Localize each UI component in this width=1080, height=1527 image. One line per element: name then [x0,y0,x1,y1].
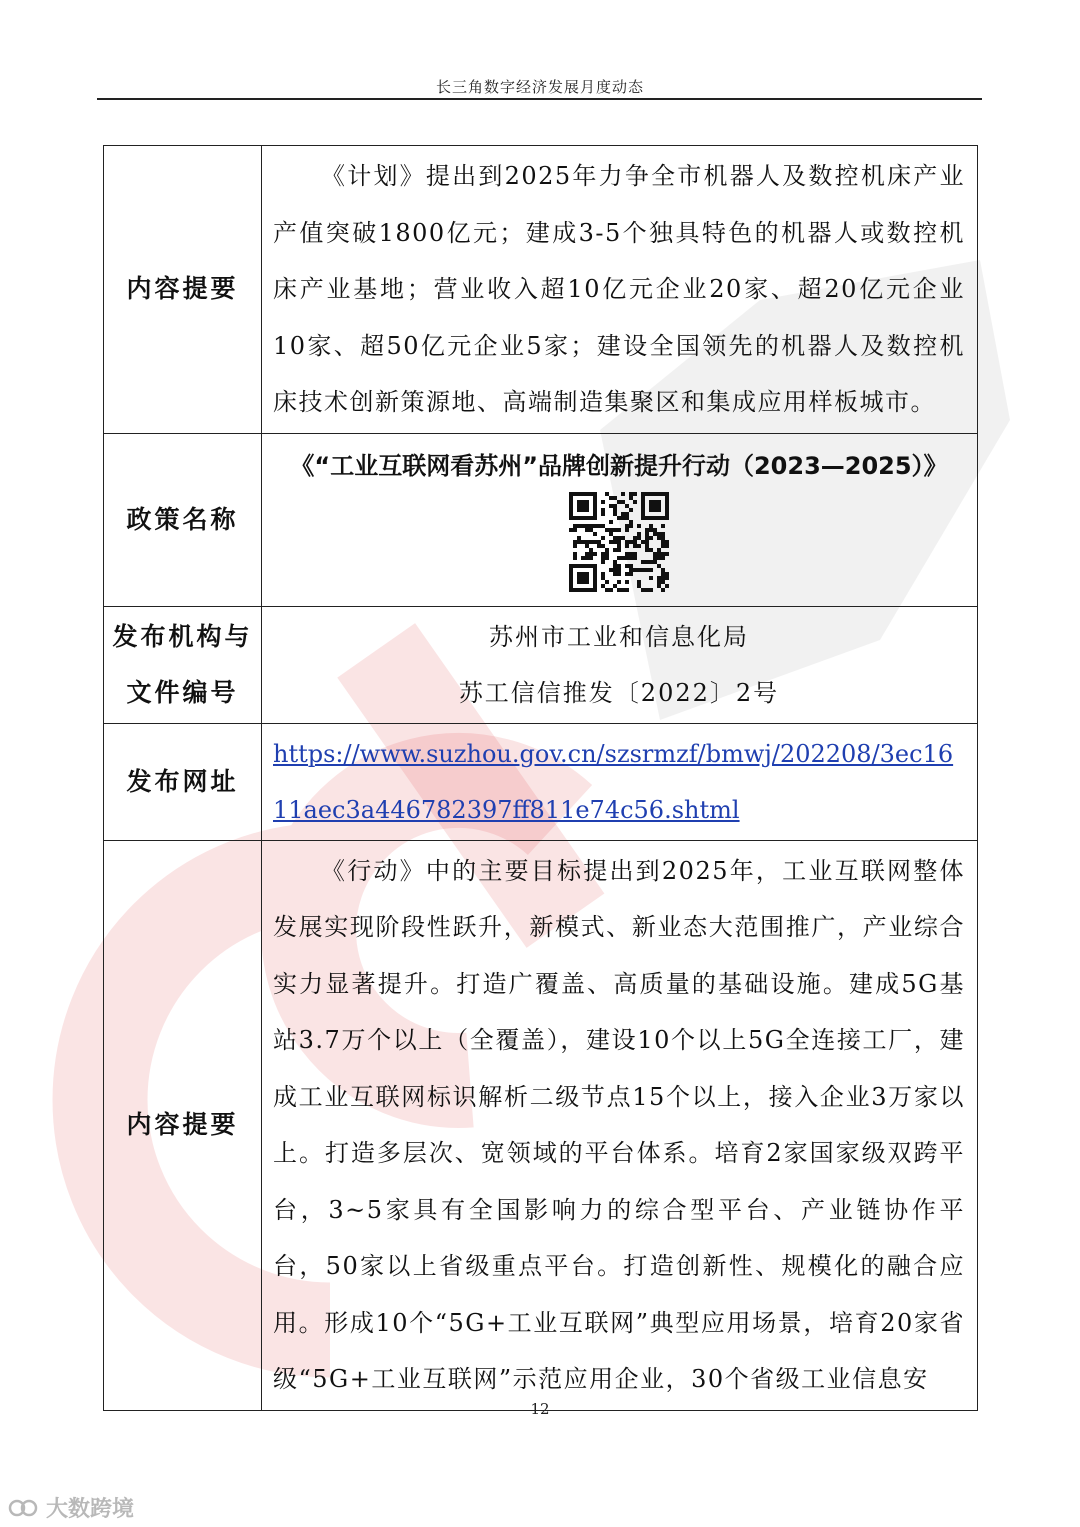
table-row [104,840,978,1410]
qr-code-wrapper [273,486,965,604]
policy-table [103,145,978,1411]
row-label: 内容提要 [104,146,262,434]
row-label-line: 发布机构与 [112,621,253,651]
page-number: 12 [530,1400,550,1418]
row-content [262,433,978,606]
table-row [104,606,978,723]
row-content [262,606,978,723]
page-header-title: 长三角数字经济发展月度动态 [435,78,644,96]
row-label: 内容提要 [104,840,262,1410]
header-divider [97,98,982,100]
summary-paragraph: 《计划》提出到2025年力争全市机器人及数控机床产业产值突破1800亿元；建成3-5个独具特色的机器人或数控机床产业基地；营业收入超10亿元企业20家、超20亿元企业10家、超50亿元企业5家；建设全国领先的机器人及数控机床技术创新策源地、高端制造集聚区和集成应用样板城市。 [273,162,965,416]
issuing-agency: 苏州市工业和信息化局 [489,622,749,651]
row-label: 发布网址 [104,723,262,840]
document-number: 苏工信信推发〔2022〕2号 [458,678,780,707]
corner-watermark [8,1492,134,1523]
qr-code-icon[interactable] [569,492,669,592]
policy-name-text: 《“工业互联网看苏州”品牌创新提升行动（2023—2025）》 [290,451,948,480]
row-label [104,606,262,723]
watermark-logo-icon [8,1498,40,1518]
corner-watermark-text: 大数跨境 [46,1497,135,1522]
row-label-line: 文件编号 [126,677,239,707]
table-row [104,146,978,434]
table-row [104,723,978,840]
table-row [104,433,978,606]
row-label: 政策名称 [104,433,262,606]
summary-paragraph: 《行动》中的主要目标提出到2025年，工业互联网整体发展实现阶段性跃升，新模式、新业态大范围推广，产业综合实力显著提升。打造广覆盖、高质量的基础设施。建成5G基站3.7万个以上（全覆盖），建设10个以上5G全连接工厂，建成工业互联网标识解析二级节点15个以上，接入企业3万家以上。打造多层次、宽领域的平台体系。培育2家国家级双跨平台，3~5家具有全国影响力的综合型平台、产业链协作平台，50家以上省级重点平台。打造创新性、规模化的融合应用。形成10个“5G+工业互联网”典型应用场景，培育20家省级“5G+工业互联网”示范应用企业，30个省级工业信息安 [273,856,965,1393]
row-content [262,723,978,840]
publish-url-link[interactable]: https://www.suzhou.gov.cn/szsrmzf/bmwj/202208/3ec1611aec3a446782397ff811e74c56.shtml [273,739,954,824]
row-content [262,146,978,434]
row-content [262,840,978,1410]
